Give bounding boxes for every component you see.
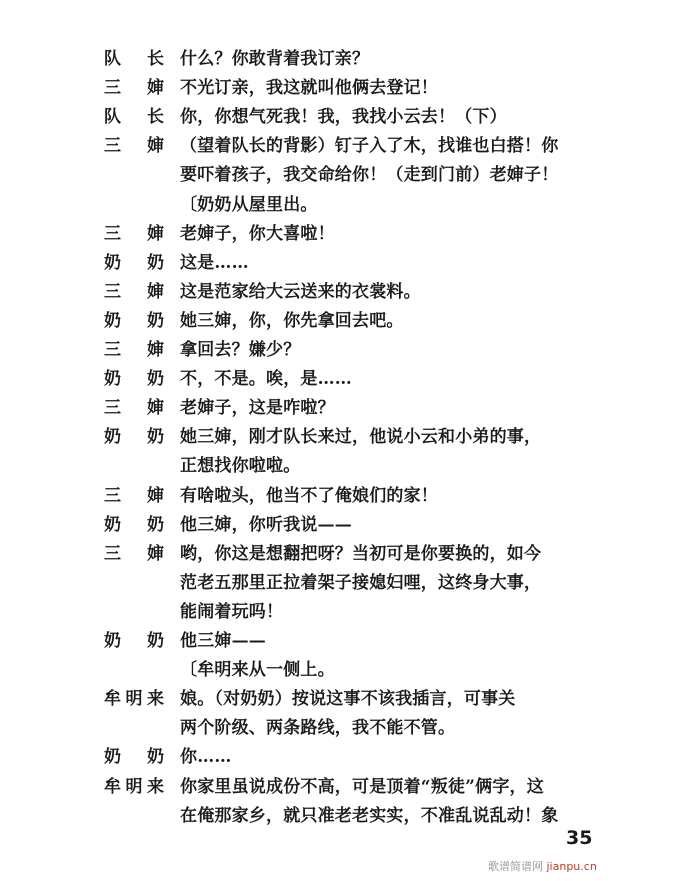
line-text: 他三婶—— (180, 631, 266, 651)
line-text: 老婶子，这是咋啦？ (180, 398, 335, 419)
line-text: 范老五那里正拉着架子接媳妇哩，这终身大事， (180, 572, 542, 593)
speaker-name: 奶 奶 (104, 252, 164, 273)
speaker-name: 奶 奶 (104, 310, 164, 331)
line-text: 要吓着孩子，我交命给你！（走到门前）老婶子！ (180, 165, 559, 186)
line-text: 这是…… (180, 252, 249, 273)
speaker-name: 三 婶 (104, 281, 164, 302)
line-text: 什么？你敢背着我订亲？ (180, 49, 370, 69)
line-text: 你…… (180, 747, 232, 768)
speaker-name: 三 婶 (104, 398, 164, 419)
speaker-name: 队 长 (104, 107, 164, 128)
speaker-name: 三 婶 (104, 340, 164, 360)
line-text: （望着队长的背影）钉子入了木，找谁也白搭！你 (180, 136, 559, 157)
speaker-name: 奶 奶 (104, 514, 164, 535)
line-text: 不光订亲，我这就叫他俩去登记！ (180, 78, 438, 99)
watermark (488, 858, 597, 874)
line-text: 〔牟明来从一侧上。 (180, 660, 335, 681)
line-text: 她三婶，刚才队长来过，他说小云和小弟的事， (180, 427, 542, 448)
line-text: 哟，你这是想翻把呀？当初可是你要换的，如今 (180, 543, 542, 564)
line-text: 老婶子，你大喜啦！ (180, 223, 335, 244)
line-text: 娘。（对奶奶）按说这事不该我插言，可事关 (180, 689, 516, 710)
speaker-name: 三 婶 (104, 78, 164, 99)
line-text: 你，你想气死我！我，我找小云去！（下） (180, 107, 507, 128)
watermark-url: jianpu.cn (546, 860, 597, 873)
speaker-name: 奶 奶 (104, 631, 164, 651)
line-text: 两个阶级、两条路线，我不能不管。 (180, 718, 456, 739)
speaker-name: 三 婶 (104, 485, 164, 506)
page-number: 35 (566, 827, 593, 849)
watermark-site: 歌谱简谱网 (488, 860, 543, 873)
line-text: 她三婶，你，你先拿回去吧。 (180, 310, 404, 331)
line-text: 他三婶，你听我说—— (180, 514, 352, 535)
line-text: 在俺那家乡，就只准老老实实，不准乱说乱动！象 (180, 805, 559, 826)
line-text: 正想找你啦啦。 (180, 456, 301, 477)
speaker-name: 奶 奶 (104, 369, 164, 390)
speaker-name: 三 婶 (104, 543, 164, 564)
line-text: 〔奶奶从屋里出。 (180, 194, 318, 215)
speaker-name: 三 婶 (104, 136, 164, 157)
speaker-name: 奶 奶 (104, 427, 164, 448)
line-text: 你家里虽说成份不高，可是顶着“叛徒”俩字，这 (180, 776, 544, 797)
line-text: 能闹着玩吗！ (180, 601, 284, 622)
speaker-name: 牟明来 (104, 689, 164, 710)
speaker-name: 队 长 (104, 49, 164, 69)
speaker-name: 奶 奶 (104, 747, 164, 768)
line-text: 这是范家给大云送来的衣裳料。 (180, 281, 421, 302)
line-text: 不，不是。唉，是…… (180, 369, 352, 390)
speaker-name: 三 婶 (104, 223, 164, 244)
speaker-name: 牟明来 (104, 776, 164, 797)
line-text: 拿回去？嫌少？ (180, 340, 301, 360)
line-text: 有啥啦头，他当不了俺娘们的家！ (180, 485, 438, 506)
